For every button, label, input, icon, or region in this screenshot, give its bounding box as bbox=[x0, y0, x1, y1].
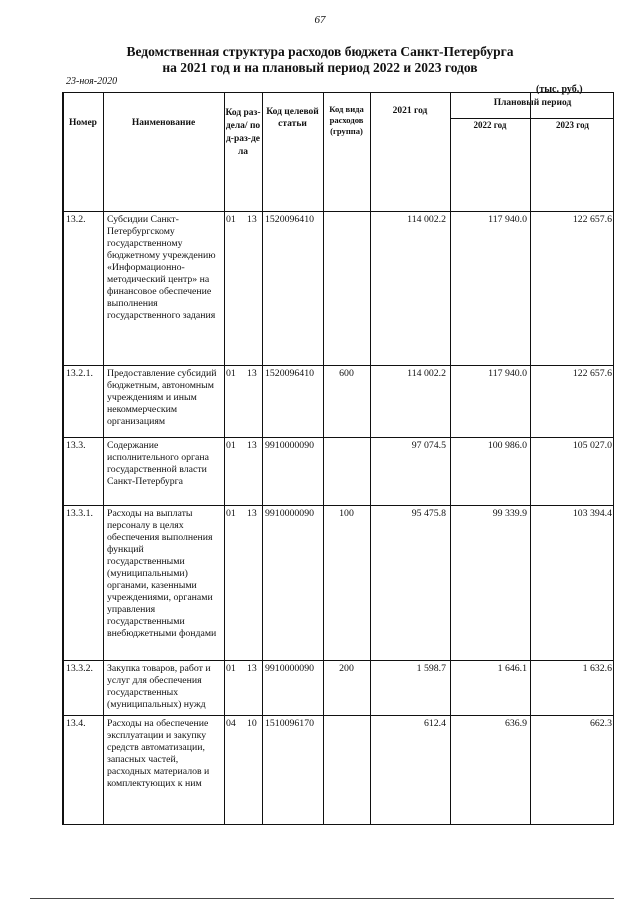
row-podrazdel: 13 bbox=[247, 663, 257, 674]
row-2022: 636.9 bbox=[504, 718, 527, 729]
header-kind-code: Код вида расходов (группа) bbox=[329, 104, 364, 136]
row-razdel: 01 bbox=[226, 508, 236, 519]
row-razdel: 01 bbox=[226, 214, 236, 225]
row-name: Расходы на выплаты персоналу в целях обеспечения выполнения функций государственными (муниципальными) органами, казенными учреждениями, органами управления государственными внебюджетными фондами bbox=[107, 508, 217, 639]
row-razdel: 01 bbox=[226, 368, 236, 379]
row-kind: 200 bbox=[339, 663, 354, 674]
title-line-1: Ведомственная структура расходов бюджета Санкт-Петербурга bbox=[126, 44, 514, 59]
row-2023: 1 632.6 bbox=[582, 663, 612, 674]
header-2021: 2021 год bbox=[392, 106, 428, 116]
row-kind: 600 bbox=[339, 368, 354, 379]
row-target: 1520096410 bbox=[265, 368, 314, 379]
header-section-code: Код раз-дела/ под-раз-дела bbox=[225, 108, 261, 157]
budget-table bbox=[62, 92, 614, 825]
row-number: 13.4. bbox=[66, 718, 86, 729]
header-name: Наименование bbox=[131, 118, 196, 128]
row-target: 9910000090 bbox=[265, 508, 314, 519]
title-line-2: на 2021 год и на плановый период 2022 и 2023 годов bbox=[162, 60, 478, 75]
row-target: 9910000090 bbox=[265, 440, 314, 451]
row-number: 13.2. bbox=[66, 214, 86, 225]
row-name: Закупка товаров, работ и услуг для обеспечения государственных (муниципальных) нужд bbox=[107, 663, 211, 710]
row-2022: 117 940.0 bbox=[488, 368, 527, 379]
row-number: 13.3.1. bbox=[66, 508, 93, 519]
units-label: (тыс. руб.) bbox=[536, 84, 583, 95]
document-title bbox=[0, 44, 640, 76]
row-podrazdel: 10 bbox=[247, 718, 257, 729]
row-target: 1510096170 bbox=[265, 718, 314, 729]
row-podrazdel: 13 bbox=[247, 214, 257, 225]
row-2022: 100 986.0 bbox=[487, 440, 527, 451]
row-razdel: 04 bbox=[226, 718, 236, 729]
row-razdel: 01 bbox=[226, 663, 236, 674]
row-2023: 105 027.0 bbox=[572, 440, 612, 451]
row-name: Субсидии Санкт-Петербургскому государственному бюджетному учреждению «Информационно-методический центр» на финансовое обеспечение выполнения государственного задания bbox=[107, 214, 216, 321]
row-name: Содержание исполнительного органа государственной власти Санкт-Петербурга bbox=[107, 440, 209, 487]
row-podrazdel: 13 bbox=[247, 508, 257, 519]
header-planned-period: Плановый период bbox=[493, 98, 572, 108]
page-number: 67 bbox=[314, 14, 326, 26]
row-2021: 95 475.8 bbox=[411, 508, 446, 519]
footer-rule bbox=[30, 898, 614, 899]
row-name: Предоставление субсидий бюджетным, автономным учреждениям и иным некоммерческим организациям bbox=[107, 368, 217, 427]
document-date: 23-ноя-2020 bbox=[66, 76, 118, 87]
row-2021: 97 074.5 bbox=[411, 440, 446, 451]
row-name: Расходы на обеспечение эксплуатации и закупку средств автоматизации, запасных частей, расходных материалов и комплектующих к ним bbox=[107, 718, 210, 789]
row-podrazdel: 13 bbox=[247, 368, 257, 379]
row-2023: 662.3 bbox=[589, 718, 612, 729]
row-number: 13.2.1. bbox=[66, 368, 93, 379]
row-2022: 117 940.0 bbox=[488, 214, 527, 225]
row-2023: 122 657.6 bbox=[572, 368, 612, 379]
row-2021: 114 002.2 bbox=[407, 214, 446, 225]
header-target-code: Код целевой статьи bbox=[266, 107, 319, 129]
row-kind: 100 bbox=[339, 508, 354, 519]
header-number: Номер bbox=[69, 118, 97, 128]
row-2023: 122 657.6 bbox=[572, 214, 612, 225]
row-2021: 1 598.7 bbox=[416, 663, 446, 674]
row-number: 13.3.2. bbox=[66, 663, 93, 674]
row-2023: 103 394.4 bbox=[572, 508, 612, 519]
row-2022: 1 646.1 bbox=[497, 663, 527, 674]
row-target: 9910000090 bbox=[265, 663, 314, 674]
header-2023: 2023 год bbox=[556, 120, 589, 130]
row-2021: 114 002.2 bbox=[407, 368, 446, 379]
row-razdel: 01 bbox=[226, 440, 236, 451]
row-target: 1520096410 bbox=[265, 214, 314, 225]
row-number: 13.3. bbox=[66, 440, 86, 451]
row-podrazdel: 13 bbox=[247, 440, 257, 451]
header-2022: 2022 год bbox=[473, 120, 507, 130]
row-2021: 612.4 bbox=[423, 718, 446, 729]
row-2022: 99 339.9 bbox=[492, 508, 527, 519]
